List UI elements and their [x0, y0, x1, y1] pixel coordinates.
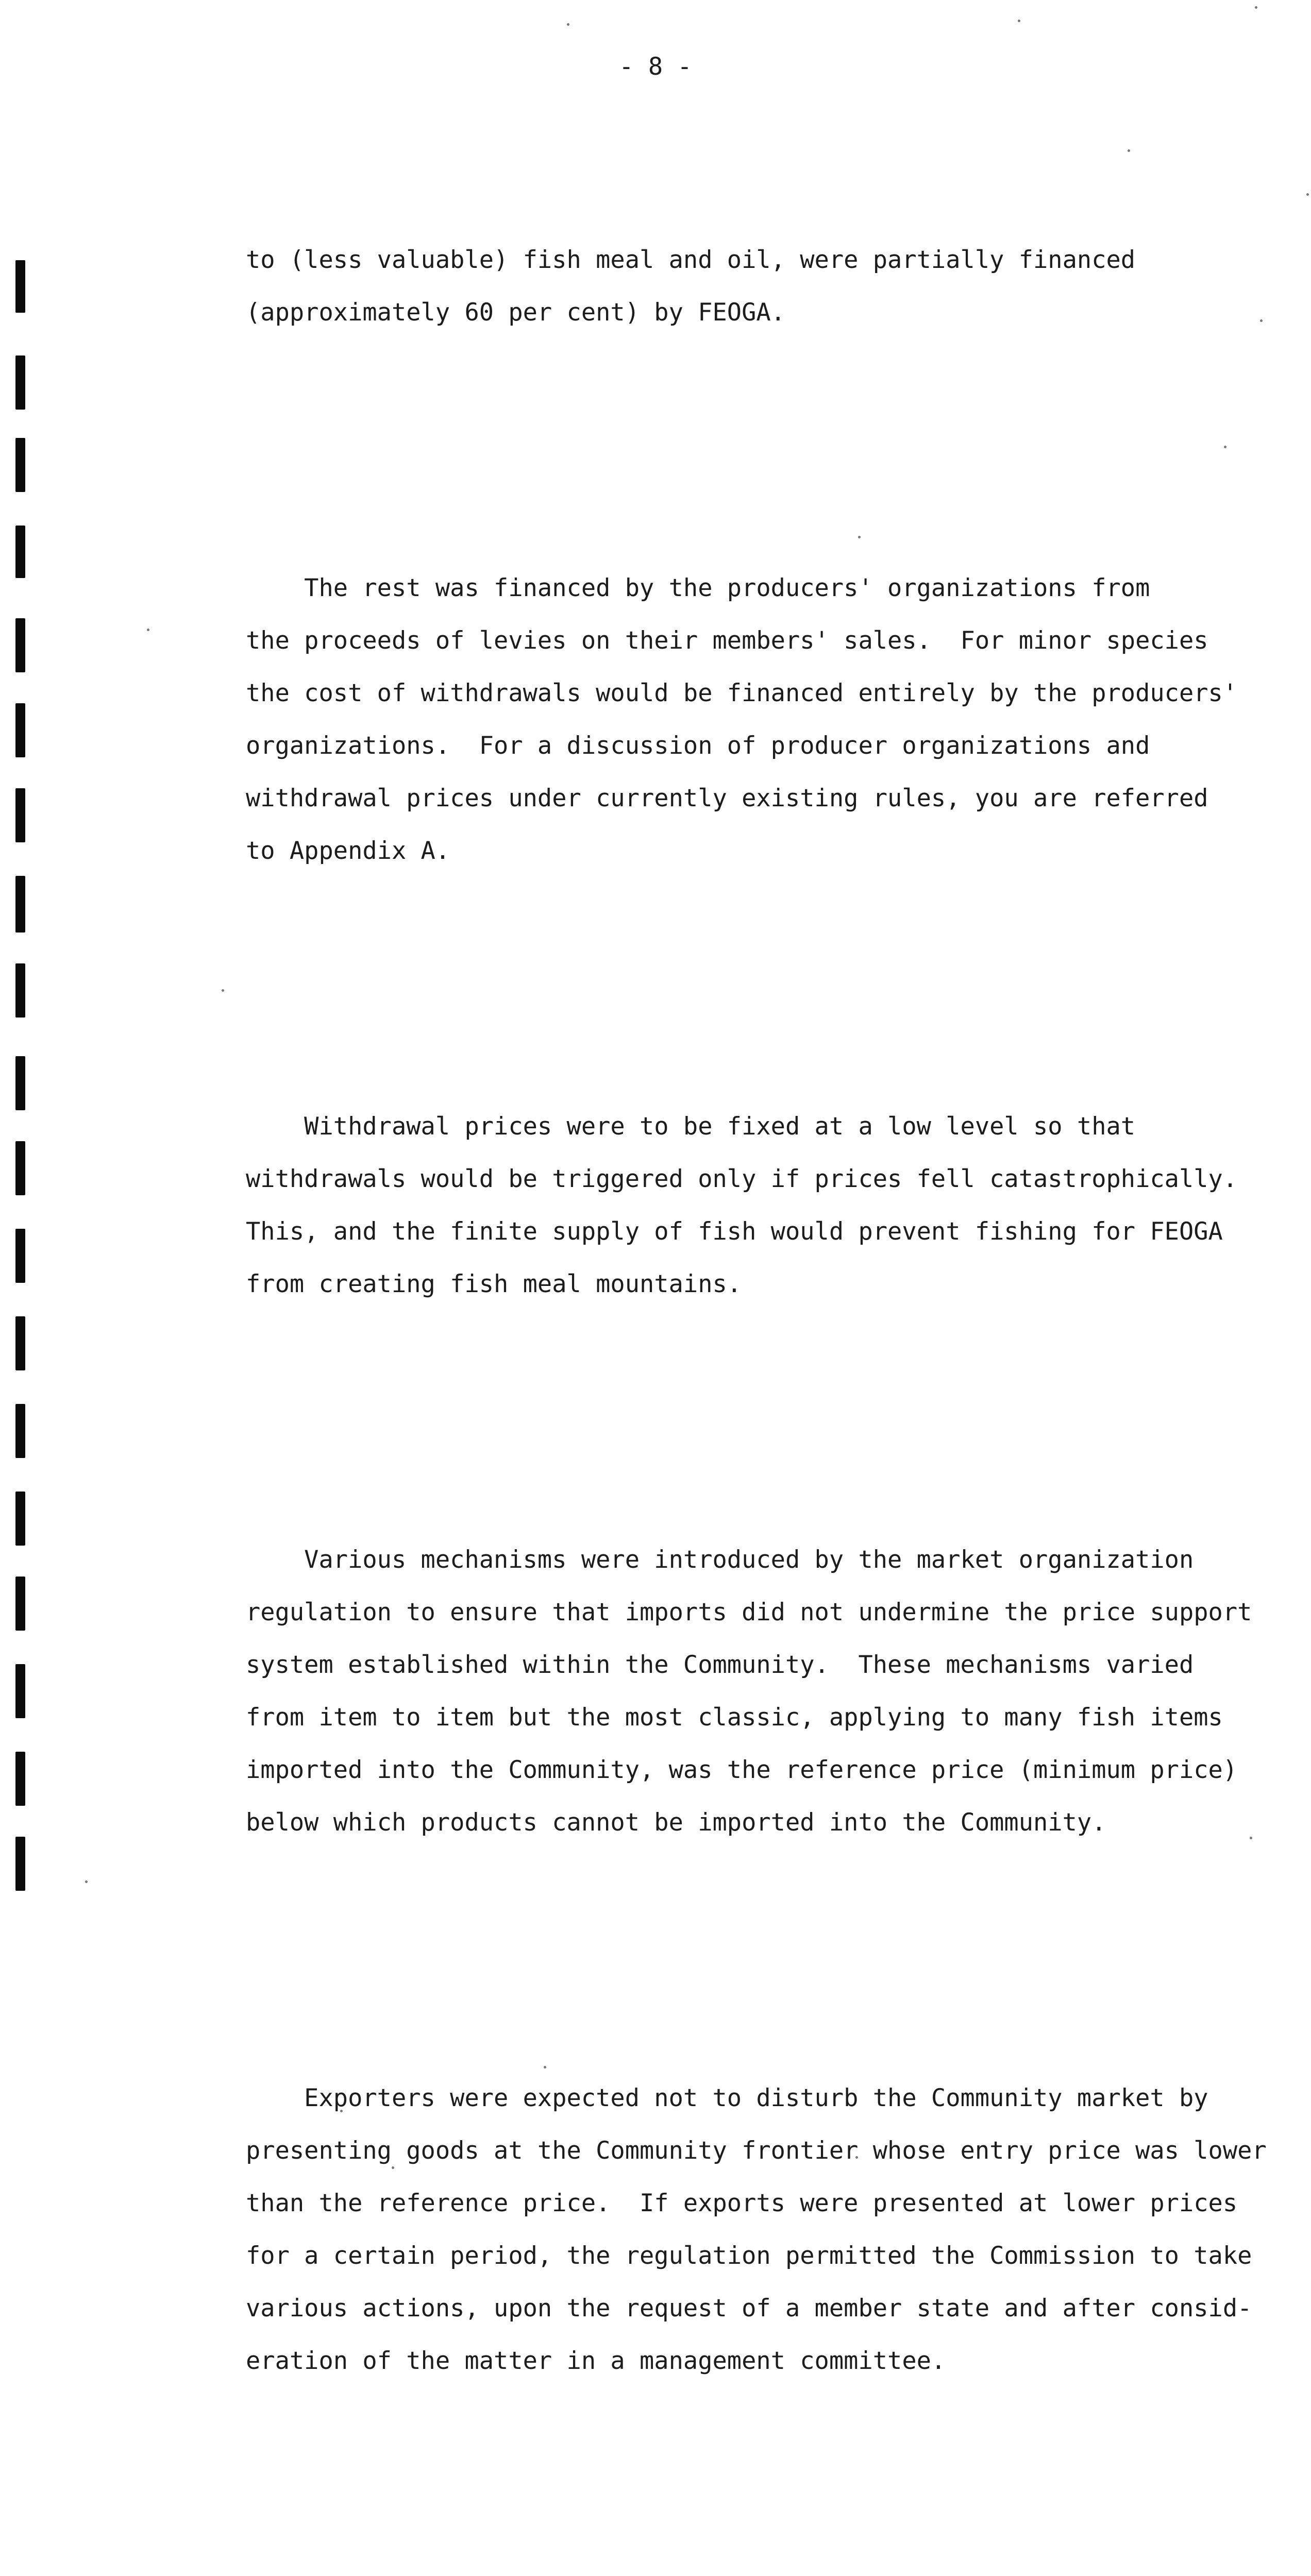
document-body [246, 129, 1267, 2576]
paragraph [246, 129, 1225, 444]
revision-bar [15, 1316, 25, 1370]
revision-bars [15, 0, 36, 2171]
text-line: than the reference price. If exports were presented at lower prices [246, 2189, 1238, 2217]
revision-bar [15, 1664, 25, 1718]
text-line: Various mechanisms were introduced by the market organization [246, 1546, 1194, 1574]
text-line: withdrawal prices under currently existing rules, you are referred [246, 784, 1208, 812]
revision-bar [15, 1837, 25, 1891]
scan-speck [567, 23, 569, 26]
revision-bar [15, 963, 25, 1018]
revision-bar [15, 1492, 25, 1546]
revision-bar [15, 1752, 25, 1806]
text-line: regulation to ensure that imports did not undermine the price support [246, 1598, 1252, 1626]
text-line: Exporters were expected not to disturb the Community market by [246, 2084, 1208, 2112]
paragraph [246, 995, 1238, 1416]
revision-bar [15, 526, 25, 578]
scan-speck [1250, 1837, 1252, 1839]
revision-bar [15, 1577, 25, 1631]
text-line: to Appendix A. [246, 837, 450, 865]
text-line: (approximately 60 per cent) by FEOGA. [246, 298, 785, 327]
revision-bar [15, 260, 25, 313]
text-line: for a certain period, the regulation permitted the Commission to take [246, 2242, 1252, 2270]
revision-bar [15, 703, 25, 757]
text-line: This, and the finite supply of fish would prevent fishing for FEOGA [246, 1217, 1223, 1246]
scan-speck [1306, 193, 1309, 196]
paragraph [246, 2505, 1225, 2576]
text-line: The rest was financed by the producers' organizations from [246, 574, 1150, 602]
revision-bar [15, 618, 25, 672]
text-line: the proceeds of levies on their members' sales. For minor species [246, 626, 1208, 655]
text-line: the cost of withdrawals would be financed entirely by the producers' [246, 679, 1238, 707]
revision-bar [15, 355, 25, 410]
page-number: - 8 - [619, 53, 692, 81]
revision-bar [15, 788, 25, 842]
text-line: system established within the Community. These mechanisms varied [246, 1651, 1194, 1679]
scan-speck [85, 1880, 88, 1883]
revision-bar [15, 1056, 25, 1110]
text-line: below which products cannot be imported into the Community. [246, 1808, 1106, 1837]
text-line: to (less valuable) fish meal and oil, were partially financed [246, 246, 1136, 274]
revision-bar [15, 438, 25, 492]
paragraph [246, 457, 1238, 982]
scan-speck [1260, 319, 1263, 322]
scan-speck [147, 629, 149, 631]
text-line: presenting goods at the Community frontier whose entry price was lower [246, 2137, 1267, 2165]
text-line: Withdrawal prices were to be fixed at a low level so that [246, 1112, 1136, 1141]
revision-bar [15, 1141, 25, 1195]
text-line: from item to item but the most classic, applying to many fish items [246, 1703, 1223, 1732]
scan-speck [1255, 6, 1257, 9]
text-line: from creating fish meal mountains. [246, 1270, 742, 1298]
text-line: imported into the Community, was the reference price (minimum price) [246, 1756, 1238, 1784]
text-line: withdrawals would be triggered only if prices fell catastrophically. [246, 1165, 1238, 1193]
text-line: organizations. For a discussion of producer organizations and [246, 732, 1150, 760]
text-line: various actions, upon the request of a member state and after consid- [246, 2294, 1252, 2323]
revision-bar [15, 876, 25, 933]
paragraph [246, 1429, 1252, 1954]
revision-bar [15, 1229, 25, 1283]
revision-bar [15, 1404, 25, 1458]
scan-speck [1018, 20, 1020, 22]
text-line: eration of the matter in a management committee. [246, 2347, 946, 2375]
scan-speck [222, 989, 224, 992]
paragraph [246, 1967, 1267, 2493]
